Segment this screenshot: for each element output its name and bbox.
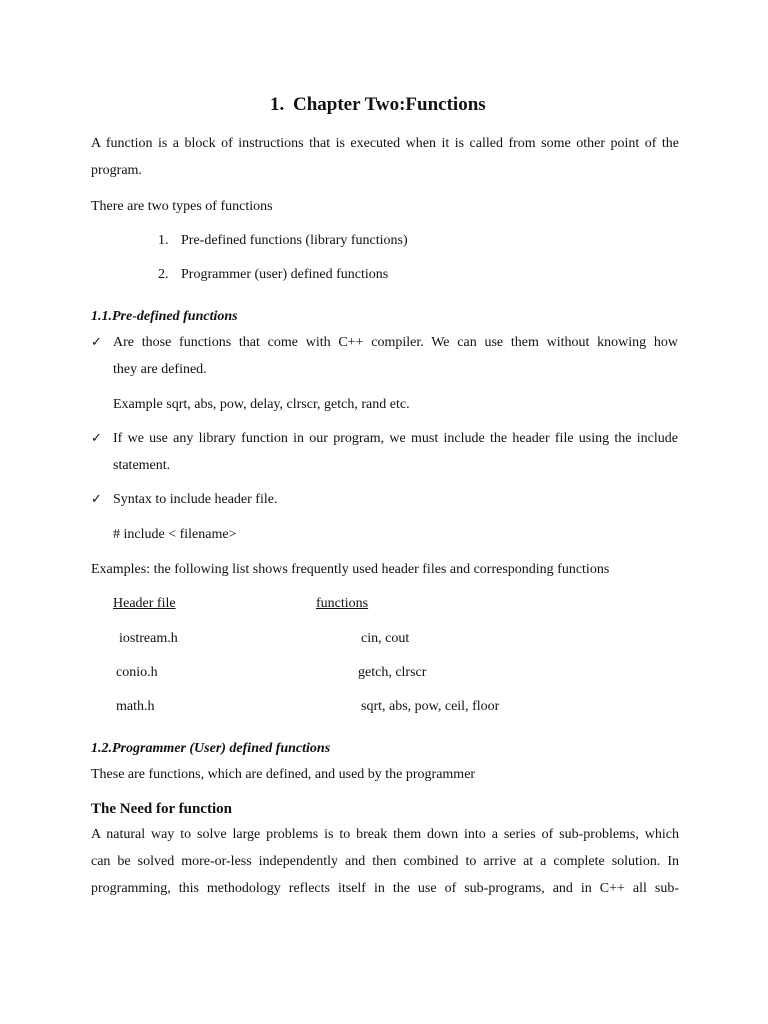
table-cell-funcs: sqrt, abs, pow, ceil, floor [361, 699, 500, 714]
section2-text: These are functions, which are defined, and used by the programmer [91, 767, 476, 782]
chapter-title: Chapter Two:Functions [293, 94, 486, 115]
table-cell-file: math.h [116, 699, 155, 714]
list-item-label: Programmer (user) defined functions [181, 267, 389, 282]
syntax-line: # include < filename> [113, 527, 237, 542]
check-icon: ✓ [91, 335, 102, 350]
bullet-2-line-2: statement. [113, 458, 171, 473]
list-item [158, 233, 169, 249]
list-number: 1. [158, 233, 169, 248]
types-intro: There are two types of functions [91, 199, 273, 214]
need-line-1: A natural way to solve large problems is to break them down into a series of sub-problems, which [91, 827, 679, 842]
need-heading: The Need for function [91, 801, 232, 817]
bullet-2-line-1: If we use any library function in our program, we must include the header file using the include [113, 431, 678, 446]
example-text: Example sqrt, abs, pow, delay, clrscr, getch, rand etc. [113, 397, 410, 412]
need-line-3: programming, this methodology reflects itself in the use of sub-programs, and in C++ all sub- [91, 881, 679, 896]
intro-line-2: program. [91, 163, 142, 178]
table-cell-funcs: getch, clrscr [358, 665, 427, 680]
list-item-label: Pre-defined functions (library functions) [181, 233, 408, 248]
bullet-1-line-1: Are those functions that come with C++ compiler. We can use them without knowing how [113, 335, 678, 350]
list-number: 2. [158, 267, 169, 282]
intro-line-1: A function is a block of instructions that is executed when it is called from some other point of the [91, 136, 679, 151]
table-cell-file: iostream.h [119, 631, 178, 646]
need-line-2: can be solved more-or-less independently and then combined to arrive at a complete solution. In [91, 854, 679, 869]
check-icon: ✓ [91, 431, 102, 446]
check-icon: ✓ [91, 492, 102, 507]
table-header-functions: functions [316, 596, 369, 611]
bullet-1-line-2: they are defined. [113, 362, 207, 377]
table-cell-funcs: cin, cout [361, 631, 410, 646]
list-item [158, 267, 169, 283]
examples-intro: Examples: the following list shows frequently used header files and corresponding functions [91, 562, 610, 577]
bullet-3: Syntax to include header file. [113, 492, 278, 507]
table-header-file: Header file [113, 596, 176, 611]
section-heading-user-defined: 1.2.Programmer (User) defined functions [91, 741, 331, 756]
table-cell-file: conio.h [116, 665, 158, 680]
section-heading-predefined: 1.1.Pre-defined functions [91, 309, 238, 324]
page-title [270, 94, 486, 116]
chapter-number: 1. [270, 94, 285, 115]
